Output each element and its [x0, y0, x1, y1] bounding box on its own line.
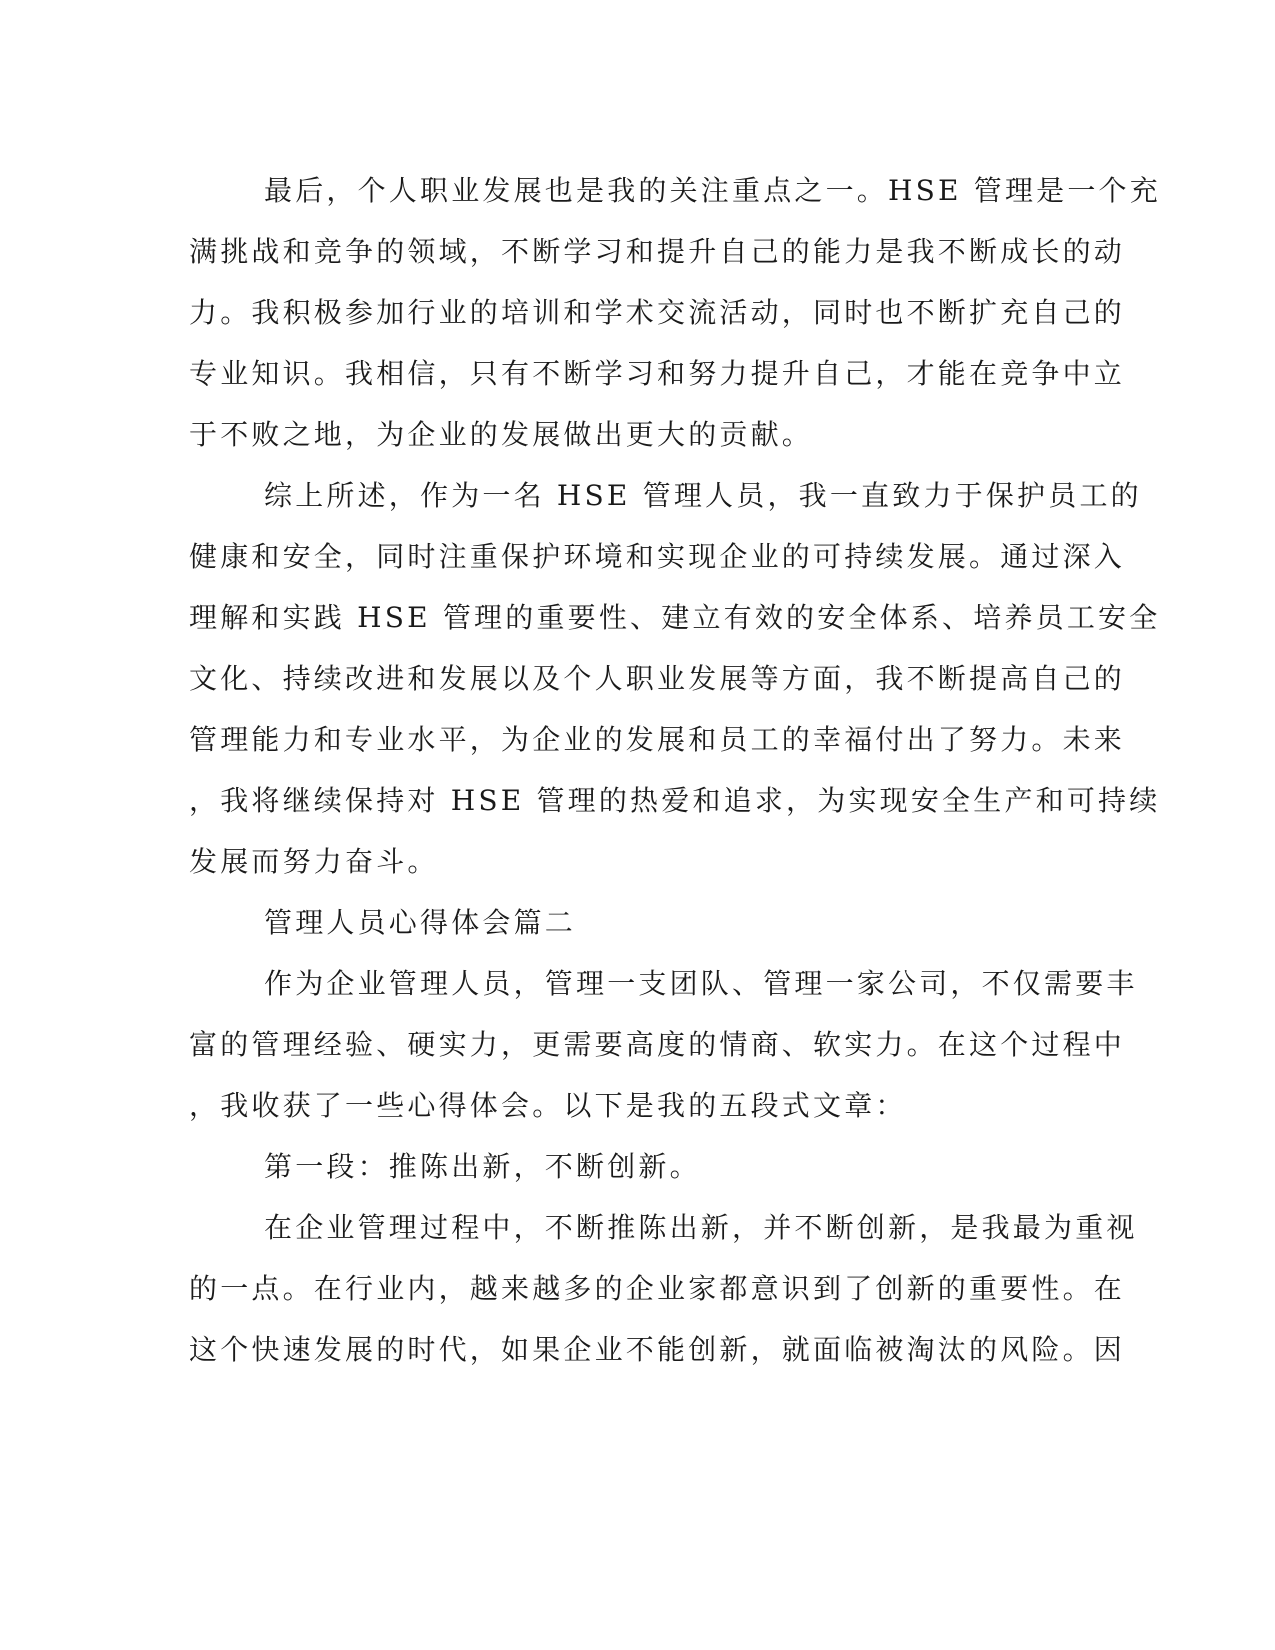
- text-line: 发展而努力奋斗。: [189, 845, 439, 878]
- section-heading: 管理人员心得体会篇二: [264, 906, 577, 939]
- text-line: 这个快速发展的时代，如果企业不能创新，就面临被淘汰的风险。因: [189, 1333, 1126, 1366]
- paragraph-heading: 第一段：推陈出新，不断创新。: [264, 1150, 701, 1183]
- text-line: 综上所述，作为一名 HSE 管理人员，我一直致力于保护员工的: [264, 479, 1142, 512]
- text-line: ，我将继续保持对 HSE 管理的热爱和追求，为实现安全生产和可持续: [189, 784, 1161, 817]
- text-line: 最后，个人职业发展也是我的关注重点之一。HSE 管理是一个充: [264, 174, 1161, 207]
- text-line: 作为企业管理人员，管理一支团队、管理一家公司，不仅需要丰: [264, 967, 1138, 1000]
- text-line: 于不败之地，为企业的发展做出更大的贡献。: [189, 418, 814, 451]
- text-line: 富的管理经验、硬实力，更需要高度的情商、软实力。在这个过程中: [189, 1028, 1126, 1061]
- body-text: [189, 160, 1161, 1380]
- text-line: 文化、持续改进和发展以及个人职业发展等方面，我不断提高自己的: [189, 662, 1126, 695]
- text-line: 在企业管理过程中，不断推陈出新，并不断创新，是我最为重视: [264, 1211, 1138, 1244]
- text-line: 专业知识。我相信，只有不断学习和努力提升自己，才能在竞争中立: [189, 357, 1126, 390]
- text-line: 管理能力和专业水平，为企业的发展和员工的幸福付出了努力。未来: [189, 723, 1126, 756]
- text-line: 力。我积极参加行业的培训和学术交流活动，同时也不断扩充自己的: [189, 296, 1126, 329]
- text-line: 健康和安全，同时注重保护环境和实现企业的可持续发展。通过深入: [189, 540, 1126, 573]
- text-line: 满挑战和竞争的领域，不断学习和提升自己的能力是我不断成长的动: [189, 235, 1126, 268]
- text-line: 理解和实践 HSE 管理的重要性、建立有效的安全体系、培养员工安全: [189, 601, 1161, 634]
- text-line: ，我收获了一些心得体会。以下是我的五段式文章：: [189, 1089, 907, 1122]
- text-line: 的一点。在行业内，越来越多的企业家都意识到了创新的重要性。在: [189, 1272, 1126, 1305]
